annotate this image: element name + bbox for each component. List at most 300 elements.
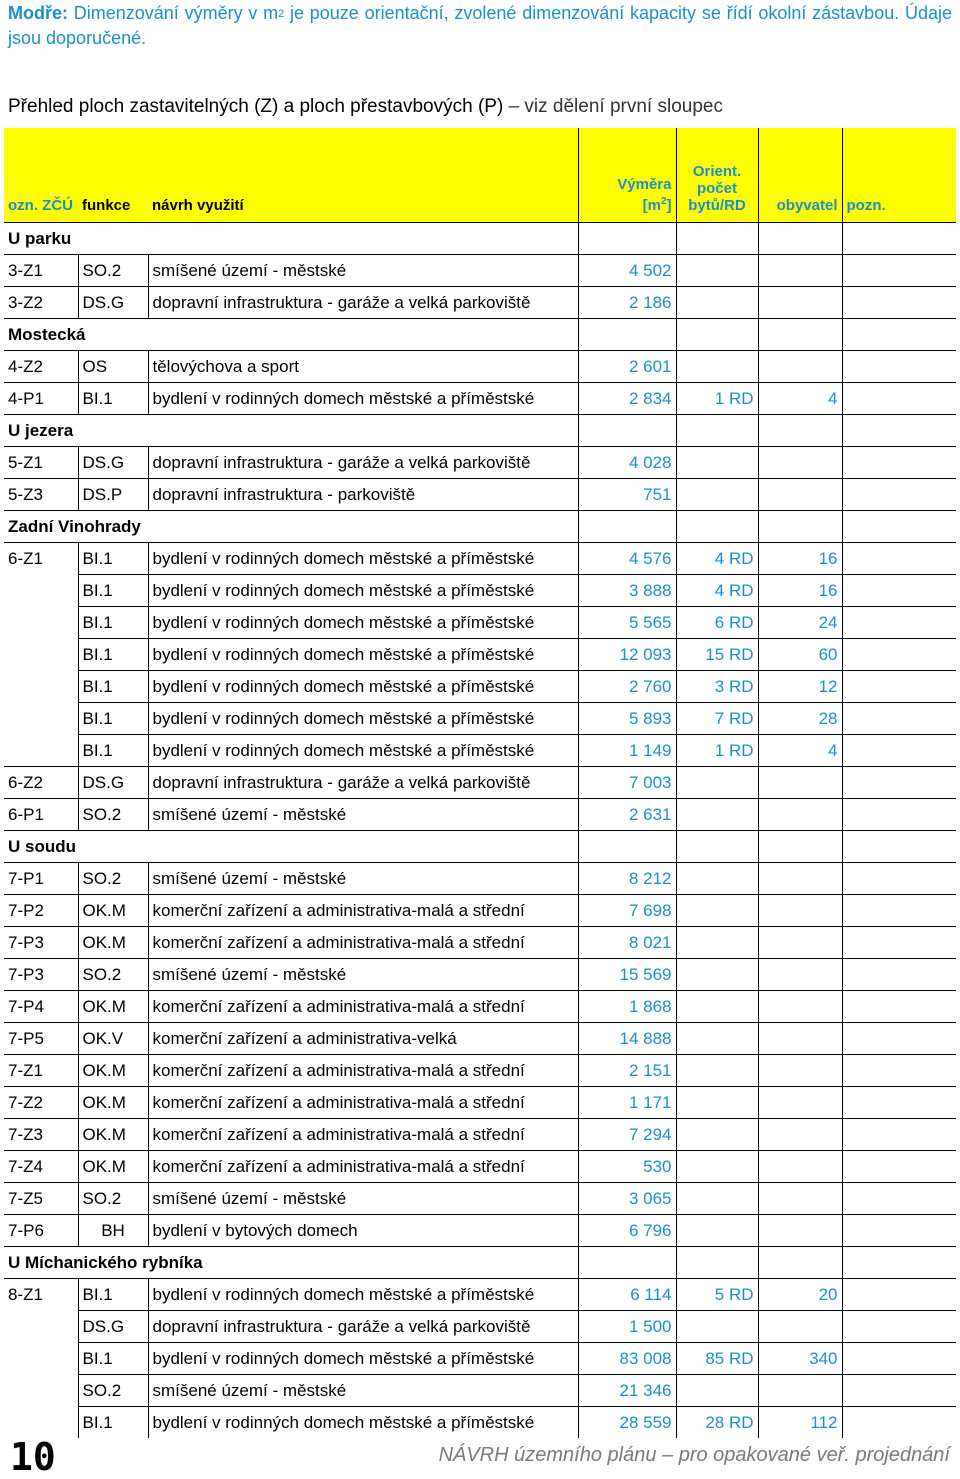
cell-obyvatel [758,895,842,927]
cell-pozn [842,863,956,895]
header-vymera-label: Výměra [617,176,672,193]
cell-vymera: 28 559 [578,1407,676,1439]
cell-funkce: BI.1 [78,383,148,415]
cell-obyvatel: 12 [758,671,842,703]
cell-navrh: bydlení v rodinných domech městské a příměstské [148,383,578,415]
cell-ozn [4,575,78,607]
cell-vymera: 83 008 [578,1343,676,1375]
cell-ozn [4,1407,78,1439]
cell-funkce: OK.M [78,991,148,1023]
table-header-row [4,128,956,223]
cell-funkce: OK.V [78,1023,148,1055]
cell-pozn [842,671,956,703]
table-row [4,703,956,735]
cell-navrh: bydlení v rodinných domech městské a příměstské [148,1407,578,1439]
cell-obyvatel: 4 [758,735,842,767]
cell-pozn [842,1151,956,1183]
cell-pozn [842,255,956,287]
header-pozn: pozn. [842,128,956,223]
group-title: U parku [4,223,578,255]
note-text-1: Dimenzování výměry v m [68,3,279,23]
cell-ozn: 8-Z1 [4,1279,78,1311]
cell-pozn [842,287,956,319]
cell-ozn [4,639,78,671]
cell-navrh: smíšené území - městské [148,863,578,895]
empty-cell [758,319,842,351]
cell-navrh: komerční zařízení a administrativa-malá a střední [148,991,578,1023]
group-row [4,415,956,447]
cell-ozn [4,703,78,735]
cell-funkce: OK.M [78,1151,148,1183]
empty-cell [842,831,956,863]
cell-obyvatel [758,1215,842,1247]
cell-obyvatel [758,1311,842,1343]
table-row [4,1183,956,1215]
cell-byty [676,1375,758,1407]
table-row [4,895,956,927]
cell-funkce: SO.2 [78,255,148,287]
cell-funkce: DS.P [78,479,148,511]
table-row [4,1055,956,1087]
cell-pozn [842,447,956,479]
cell-byty [676,959,758,991]
cell-byty [676,991,758,1023]
cell-obyvatel [758,287,842,319]
group-title: U soudu [4,831,578,863]
table-row [4,351,956,383]
cell-pozn [842,575,956,607]
cell-vymera: 5 893 [578,703,676,735]
cell-obyvatel [758,799,842,831]
table-row [4,863,956,895]
cell-ozn: 4-Z2 [4,351,78,383]
cell-ozn: 7-P3 [4,927,78,959]
empty-cell [758,1247,842,1279]
cell-funkce: SO.2 [78,959,148,991]
empty-cell [758,223,842,255]
table-row [4,1119,956,1151]
cell-byty: 4 RD [676,575,758,607]
table-row [4,607,956,639]
areas-table [4,128,956,1438]
group-row [4,223,956,255]
cell-byty [676,351,758,383]
cell-ozn: 5-Z1 [4,447,78,479]
header-obyvatel: obyvatel [758,128,842,223]
note-label: Modře: [8,3,68,23]
cell-navrh: komerční zařízení a administrativa-malá a střední [148,927,578,959]
cell-navrh: bydlení v rodinných domech městské a příměstské [148,671,578,703]
cell-funkce: BH [78,1215,148,1247]
cell-funkce: DS.G [78,447,148,479]
table-row [4,1343,956,1375]
cell-obyvatel [758,1055,842,1087]
group-title: U Míchanického rybníka [4,1247,578,1279]
cell-pozn [842,767,956,799]
table-row [4,1279,956,1311]
table-row [4,735,956,767]
table-row [4,575,956,607]
cell-pozn [842,1215,956,1247]
cell-pozn [842,543,956,575]
cell-funkce: BI.1 [78,703,148,735]
cell-ozn [4,1375,78,1407]
cell-byty [676,1087,758,1119]
cell-vymera: 1 868 [578,991,676,1023]
cell-obyvatel [758,255,842,287]
cell-funkce: DS.G [78,1311,148,1343]
cell-navrh: bydlení v rodinných domech městské a příměstské [148,639,578,671]
cell-ozn: 7-Z4 [4,1151,78,1183]
cell-ozn: 7-P2 [4,895,78,927]
cell-ozn [4,735,78,767]
empty-cell [578,1247,676,1279]
cell-funkce: SO.2 [78,1375,148,1407]
cell-navrh: tělovýchova a sport [148,351,578,383]
cell-byty [676,863,758,895]
cell-pozn [842,607,956,639]
cell-pozn [842,1023,956,1055]
table-row [4,447,956,479]
cell-pozn [842,351,956,383]
cell-navrh: bydlení v rodinných domech městské a příměstské [148,735,578,767]
cell-funkce: OK.M [78,1087,148,1119]
cell-pozn [842,1183,956,1215]
cell-vymera: 2 151 [578,1055,676,1087]
cell-byty: 7 RD [676,703,758,735]
empty-cell [676,511,758,543]
cell-funkce: OK.M [78,1119,148,1151]
empty-cell [676,319,758,351]
cell-byty: 3 RD [676,671,758,703]
table-row [4,1087,956,1119]
cell-vymera: 7 698 [578,895,676,927]
cell-byty: 1 RD [676,383,758,415]
cell-vymera: 3 888 [578,575,676,607]
table-row [4,671,956,703]
cell-funkce: BI.1 [78,671,148,703]
cell-navrh: bydlení v rodinných domech městské a příměstské [148,607,578,639]
cell-pozn [842,927,956,959]
cell-ozn: 6-Z2 [4,767,78,799]
empty-cell [676,1247,758,1279]
cell-vymera: 4 502 [578,255,676,287]
cell-navrh: dopravní infrastruktura - parkoviště [148,479,578,511]
cell-obyvatel [758,479,842,511]
header-vymera-unit-sup: 2 [660,196,667,207]
cell-ozn: 3-Z2 [4,287,78,319]
empty-cell [758,831,842,863]
table-row [4,543,956,575]
cell-pozn [842,1087,956,1119]
empty-cell [578,319,676,351]
cell-vymera: 2 834 [578,383,676,415]
table-row [4,959,956,991]
cell-ozn [4,1343,78,1375]
empty-cell [676,831,758,863]
cell-byty [676,895,758,927]
cell-navrh: dopravní infrastruktura - garáže a velká parkoviště [148,447,578,479]
cell-ozn: 7-Z3 [4,1119,78,1151]
page-number: 10 [10,1435,56,1479]
cell-ozn: 7-Z1 [4,1055,78,1087]
cell-funkce: BI.1 [78,1407,148,1439]
cell-navrh: bydlení v bytových domech [148,1215,578,1247]
cell-byty [676,799,758,831]
cell-obyvatel [758,351,842,383]
section-heading [8,96,723,118]
cell-ozn: 3-Z1 [4,255,78,287]
cell-navrh: komerční zařízení a administrativa-malá a střední [148,1119,578,1151]
cell-obyvatel [758,1023,842,1055]
table-body [4,223,956,1439]
group-row [4,1247,956,1279]
cell-vymera: 1 149 [578,735,676,767]
cell-ozn: 7-Z2 [4,1087,78,1119]
cell-funkce: OK.M [78,1055,148,1087]
cell-pozn [842,703,956,735]
cell-byty [676,287,758,319]
empty-cell [842,415,956,447]
cell-obyvatel [758,863,842,895]
cell-vymera: 530 [578,1151,676,1183]
cell-vymera: 21 346 [578,1375,676,1407]
group-title: U jezera [4,415,578,447]
empty-cell [578,511,676,543]
cell-navrh: dopravní infrastruktura - garáže a velká parkoviště [148,767,578,799]
cell-obyvatel [758,1119,842,1151]
cell-byty [676,1311,758,1343]
cell-byty [676,447,758,479]
empty-cell [676,415,758,447]
cell-obyvatel: 16 [758,575,842,607]
empty-cell [578,223,676,255]
cell-byty [676,767,758,799]
cell-ozn: 7-P5 [4,1023,78,1055]
cell-funkce: BI.1 [78,639,148,671]
cell-pozn [842,895,956,927]
table-row [4,1375,956,1407]
cell-pozn [842,1311,956,1343]
cell-navrh: bydlení v rodinných domech městské a příměstské [148,703,578,735]
note-sup: 2 [278,8,285,20]
cell-byty [676,255,758,287]
cell-navrh: bydlení v rodinných domech městské a příměstské [148,543,578,575]
cell-pozn [842,1375,956,1407]
cell-obyvatel: 28 [758,703,842,735]
cell-obyvatel [758,1375,842,1407]
cell-byty: 1 RD [676,735,758,767]
empty-cell [842,223,956,255]
cell-funkce: OS [78,351,148,383]
empty-cell [676,223,758,255]
cell-ozn: 5-Z3 [4,479,78,511]
cell-vymera: 7 003 [578,767,676,799]
table-row [4,1215,956,1247]
cell-ozn: 7-P1 [4,863,78,895]
cell-funkce: SO.2 [78,863,148,895]
cell-obyvatel [758,767,842,799]
cell-vymera: 2 186 [578,287,676,319]
cell-funkce: DS.G [78,287,148,319]
group-row [4,511,956,543]
cell-funkce: BI.1 [78,607,148,639]
cell-navrh: komerční zařízení a administrativa-malá a střední [148,1055,578,1087]
group-row [4,831,956,863]
empty-cell [842,1247,956,1279]
cell-obyvatel [758,1151,842,1183]
cell-vymera: 12 093 [578,639,676,671]
cell-navrh: bydlení v rodinných domech městské a příměstské [148,1343,578,1375]
cell-obyvatel: 24 [758,607,842,639]
cell-byty [676,927,758,959]
table-row [4,479,956,511]
cell-pozn [842,639,956,671]
table-row [4,287,956,319]
cell-navrh: komerční zařízení a administrativa-malá a střední [148,1087,578,1119]
cell-navrh: komerční zařízení a administrativa-malá a střední [148,895,578,927]
cell-pozn [842,1279,956,1311]
cell-navrh: smíšené území - městské [148,959,578,991]
table-row [4,383,956,415]
cell-obyvatel [758,1087,842,1119]
cell-byty [676,1023,758,1055]
cell-obyvatel: 16 [758,543,842,575]
cell-byty: 28 RD [676,1407,758,1439]
table-row [4,1023,956,1055]
heading-main: Přehled ploch zastavitelných (Z) a ploch přestavbových (P) [8,96,504,117]
header-pocet: Orient. počet bytů/RD [676,128,758,223]
cell-vymera: 4 576 [578,543,676,575]
cell-funkce: BI.1 [78,575,148,607]
cell-pozn [842,991,956,1023]
cell-vymera: 1 171 [578,1087,676,1119]
cell-byty: 4 RD [676,543,758,575]
table-row [4,255,956,287]
cell-pozn [842,479,956,511]
cell-navrh: komerční zařízení a administrativa-velká [148,1023,578,1055]
header-navrh: návrh využití [148,128,578,223]
group-row [4,319,956,351]
cell-ozn [4,671,78,703]
cell-obyvatel: 60 [758,639,842,671]
cell-obyvatel [758,447,842,479]
cell-funkce: SO.2 [78,1183,148,1215]
table-row [4,927,956,959]
cell-funkce: BI.1 [78,735,148,767]
empty-cell [842,511,956,543]
cell-ozn: 7-P4 [4,991,78,1023]
cell-funkce: DS.G [78,767,148,799]
header-vymera-unit [583,193,672,214]
cell-ozn: 7-P3 [4,959,78,991]
cell-pozn [842,799,956,831]
cell-byty: 5 RD [676,1279,758,1311]
cell-byty [676,1151,758,1183]
cell-pozn [842,1407,956,1439]
cell-pozn [842,1119,956,1151]
cell-byty [676,1215,758,1247]
heading-aside: – viz dělení první sloupec [503,96,723,117]
orientation-note [8,2,952,49]
cell-obyvatel [758,991,842,1023]
footer-text: NÁVRH územního plánu – pro opakované veř. projednání [438,1444,950,1466]
cell-vymera: 2 760 [578,671,676,703]
cell-ozn [4,607,78,639]
cell-byty [676,1055,758,1087]
cell-navrh: smíšené území - městské [148,1183,578,1215]
cell-vymera: 14 888 [578,1023,676,1055]
cell-funkce: BI.1 [78,1343,148,1375]
cell-vymera: 6 114 [578,1279,676,1311]
cell-byty [676,479,758,511]
cell-obyvatel [758,927,842,959]
cell-ozn: 6-P1 [4,799,78,831]
cell-funkce: BI.1 [78,543,148,575]
cell-pozn [842,1343,956,1375]
header-vymera-unit-open: [m [642,197,661,214]
cell-vymera: 8 021 [578,927,676,959]
cell-navrh: smíšené území - městské [148,799,578,831]
cell-vymera: 5 565 [578,607,676,639]
cell-navrh: bydlení v rodinných domech městské a příměstské [148,1279,578,1311]
cell-ozn: 7-Z5 [4,1183,78,1215]
table-row [4,1407,956,1439]
cell-obyvatel: 20 [758,1279,842,1311]
group-title: Zadní Vinohrady [4,511,578,543]
cell-vymera: 1 500 [578,1311,676,1343]
header-ozn: ozn. ZČÚ [4,128,78,223]
table-row [4,1311,956,1343]
cell-byty: 85 RD [676,1343,758,1375]
cell-navrh: smíšené území - městské [148,1375,578,1407]
cell-ozn: 6-Z1 [4,543,78,575]
cell-vymera: 4 028 [578,447,676,479]
cell-navrh: bydlení v rodinných domech městské a příměstské [148,575,578,607]
empty-cell [578,415,676,447]
cell-vymera: 2 631 [578,799,676,831]
table-row [4,639,956,671]
cell-navrh: komerční zařízení a administrativa-malá a střední [148,1151,578,1183]
table-row [4,991,956,1023]
header-vymera-unit-close: ] [666,197,672,214]
cell-pozn [842,383,956,415]
cell-vymera: 6 796 [578,1215,676,1247]
header-vymera [578,128,676,223]
cell-vymera: 2 601 [578,351,676,383]
cell-ozn [4,1311,78,1343]
note-text-2: je pouze orientační, zvolené dimenzování kapacity se řídí okolní zástavbou. Údaje jsou doporučené. [8,3,953,48]
cell-obyvatel: 112 [758,1407,842,1439]
header-funkce: funkce [78,128,148,223]
empty-cell [842,319,956,351]
cell-obyvatel [758,959,842,991]
cell-pozn [842,735,956,767]
cell-obyvatel [758,1183,842,1215]
table-row [4,799,956,831]
cell-vymera: 15 569 [578,959,676,991]
cell-byty [676,1119,758,1151]
group-title: Mostecká [4,319,578,351]
cell-byty: 6 RD [676,607,758,639]
cell-byty [676,1183,758,1215]
cell-vymera: 7 294 [578,1119,676,1151]
cell-funkce: BI.1 [78,1279,148,1311]
cell-funkce: SO.2 [78,799,148,831]
cell-funkce: OK.M [78,895,148,927]
cell-navrh: dopravní infrastruktura - garáže a velká parkoviště [148,287,578,319]
cell-navrh: dopravní infrastruktura - garáže a velká parkoviště [148,1311,578,1343]
